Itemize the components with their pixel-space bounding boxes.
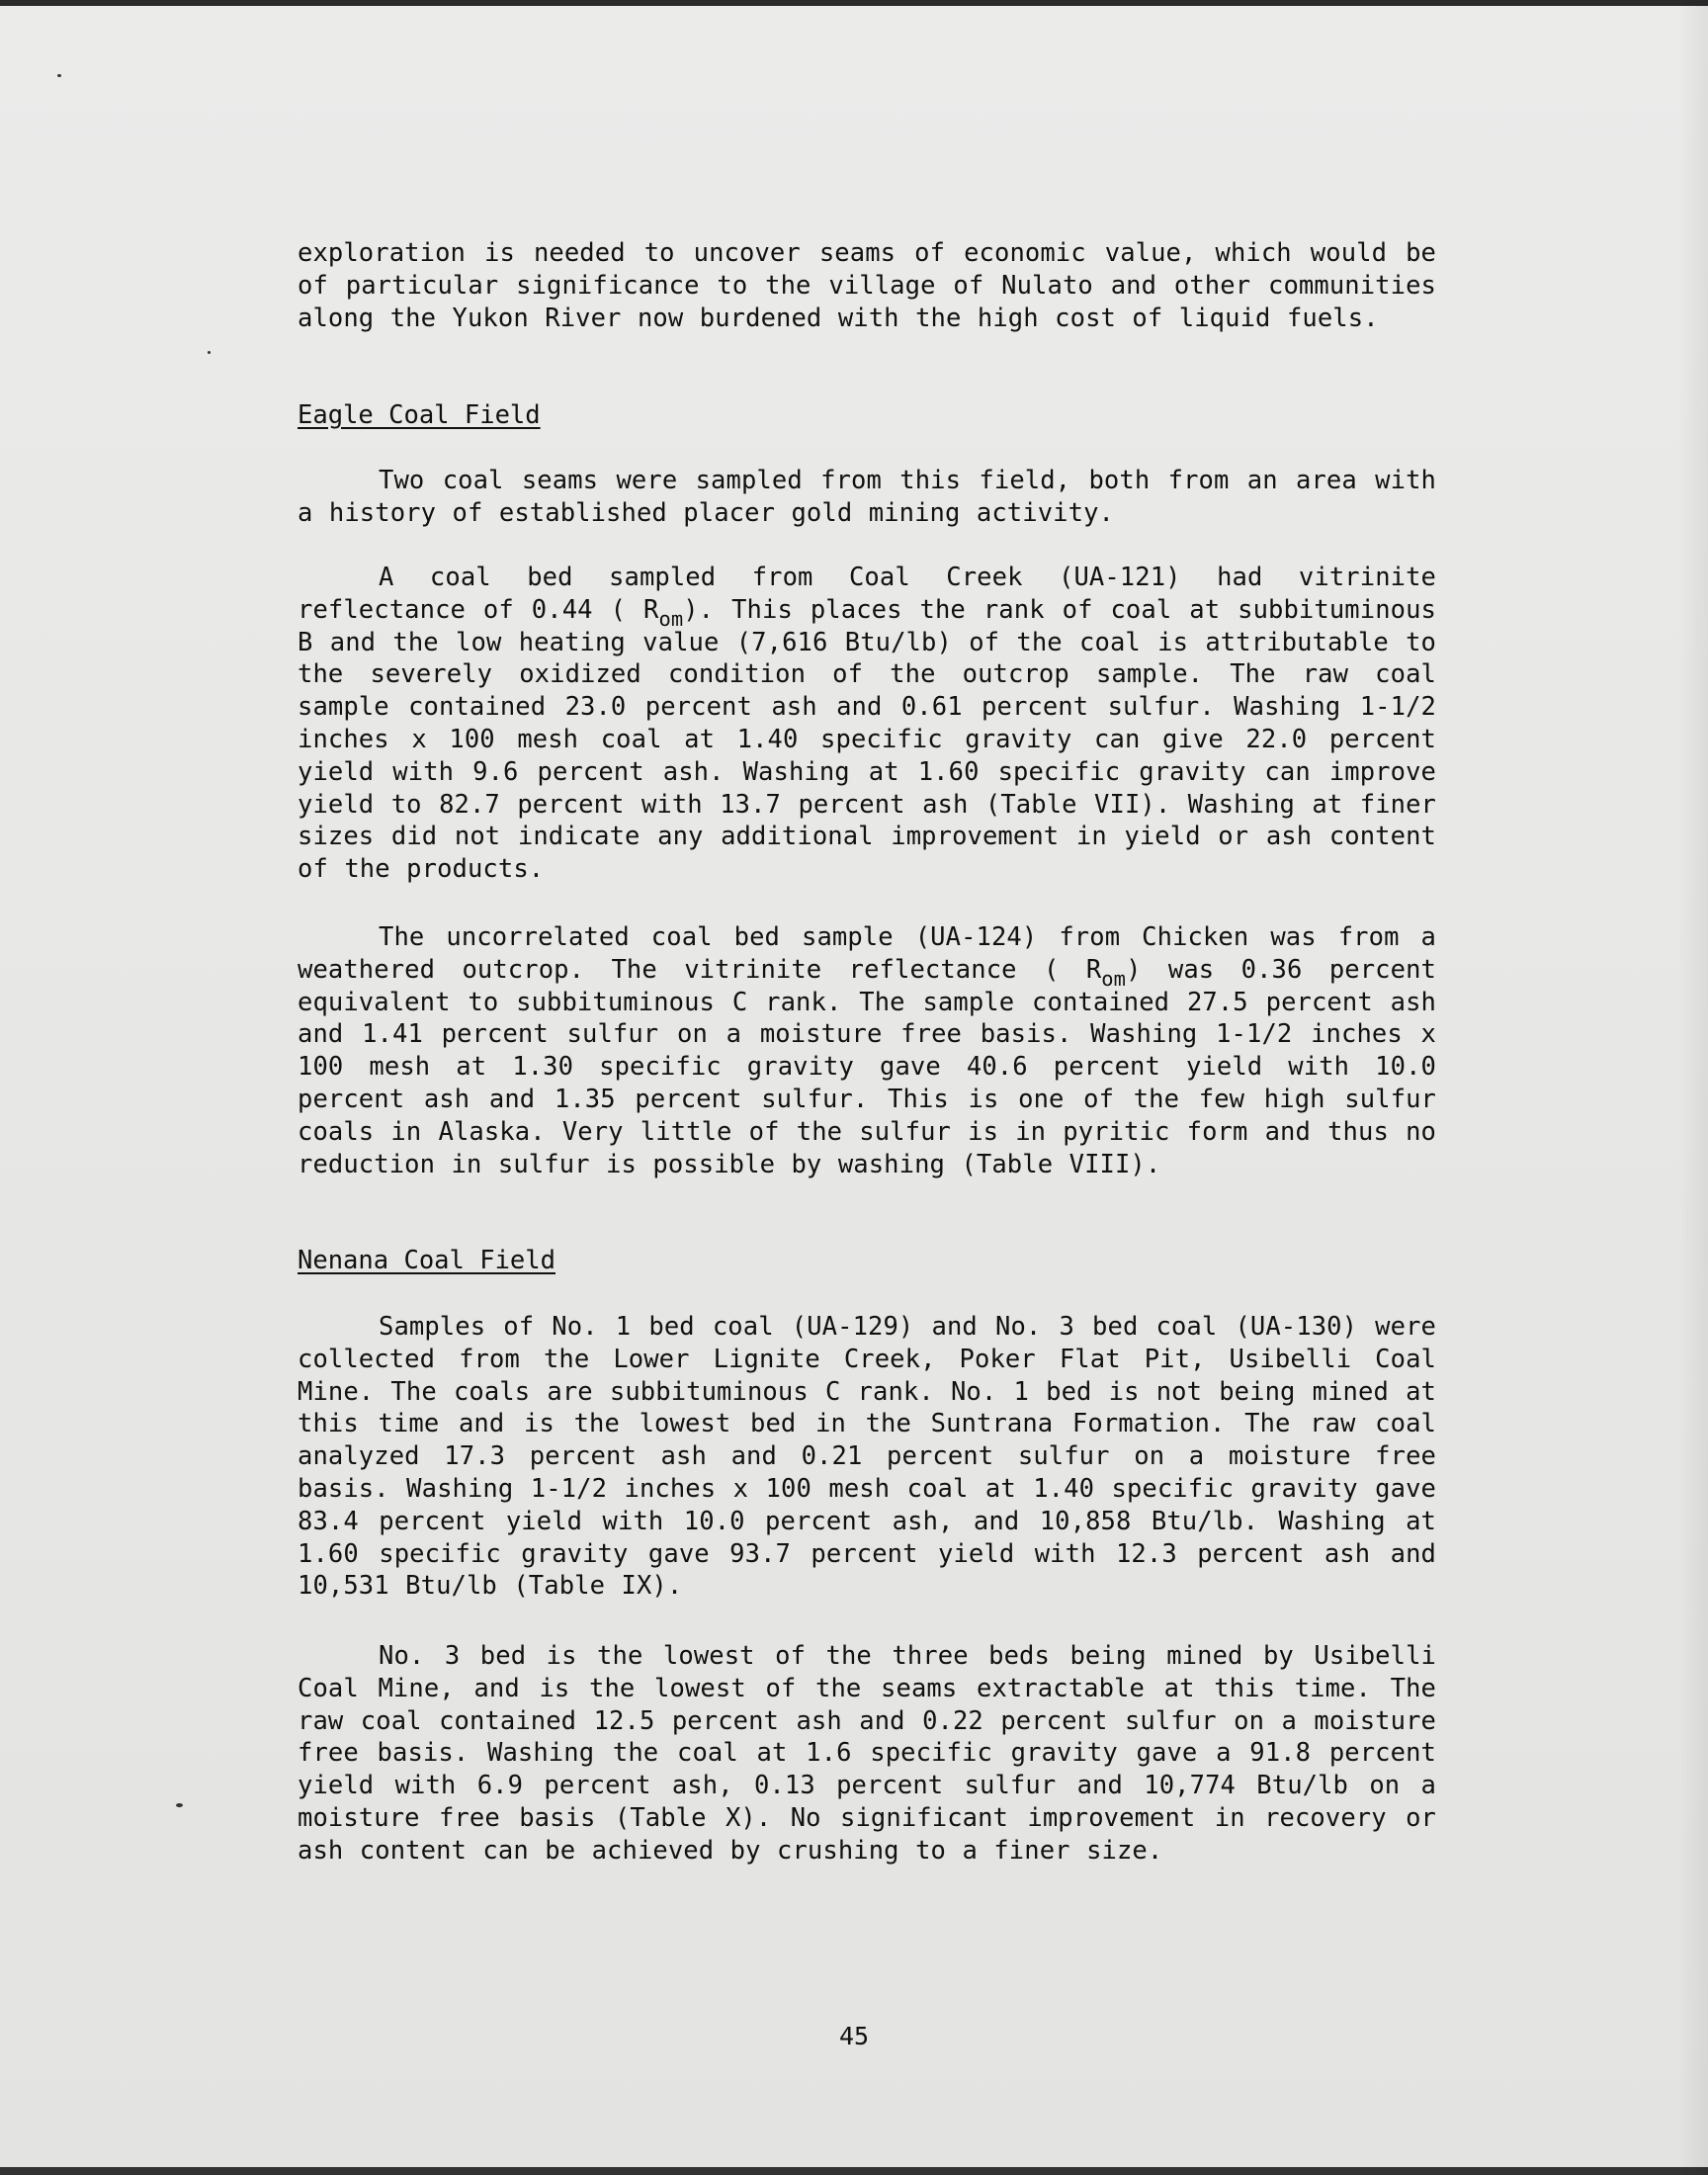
nenana-paragraph-2: No. 3 bed is the lowest of the three beds being mined by Usibelli Coal Mine, and is the lowest of the seams extractable at this time. The raw coal contained 12.5 percent ash and 0.22 percent sulfur on a moisture free basis. Washing the coal at 1.6 specific gravity gave a 91.8 percent yield with 6.9 percent ash, 0.13 percent sulfur and 10,774 Btu/lb on a moisture free basis (Table X). No significant improvement in recovery or ash content can be achieved by crushing to a finer size.	[298, 1641, 1436, 1866]
eagle-p3-text-start: The uncorrelated coal bed sample (UA-124) from Chicken was from a weathered outcrop. The vitrinite reflectance ( R	[298, 922, 1436, 985]
nenana-p1-block	[298, 1311, 1436, 1603]
page-number: 45	[838, 2022, 870, 2050]
reflectance-subscript: om	[658, 606, 684, 631]
scan-speck	[208, 351, 211, 354]
section-heading-nenana: Nenana Coal Field	[298, 1246, 555, 1275]
eagle-p3-text-end: ) was 0.36 percent equivalent to subbituminous C rank. The sample contained 27.5 percent ash and 1.41 percent sulfur on a moisture free basis. Washing 1-1/2 inches x 100 mesh at 1.30 specific gravity gave 40.6 percent yield with 10.0 percent ash and 1.35 percent sulfur. This is one of the few high sulfur coals in Alaska. Very little of the sulfur is in pyritic form and thus no reduction in sulfur is possible by washing (Table VIII).	[298, 954, 1436, 1179]
eagle-heading-block	[298, 399, 1436, 432]
intro-paragraph: exploration is needed to uncover seams of economic value, which would be of particular significance to the village of Nulato and other communities along the Yukon River now burdened with the high cost of liquid fuels.	[298, 238, 1436, 333]
eagle-p2-text-end: ). This places the rank of coal at subbituminous B and the low heating value (7,616 Btu/lb) of the coal is attributable to the severely oxidized condition of the outcrop sample. The raw coal sample contained 23.0 percent ash and 0.61 percent sulfur. Washing 1-1/2 inches x 100 mesh coal at 1.40 specific gravity can give 22.0 percent yield with 9.6 percent ash. Washing at 1.60 specific gravity can improve yield to 82.7 percent with 13.7 percent ash (Table VII). Washing at finer sizes did not indicate any additional improvement in yield or ash content of the products.	[298, 594, 1437, 885]
intro-block	[298, 237, 1436, 334]
page-edge-shadow	[1678, 0, 1708, 2175]
scan-speck	[57, 74, 61, 77]
eagle-p3-block	[298, 921, 1436, 1180]
eagle-paragraph-1: Two coal seams were sampled from this field, both from an area with a history of established placer gold mining activity.	[298, 466, 1436, 528]
section-heading-eagle: Eagle Coal Field	[298, 400, 541, 430]
nenana-p2-block	[298, 1640, 1436, 1868]
eagle-p2-block	[298, 562, 1436, 886]
nenana-paragraph-1: Samples of No. 1 bed coal (UA-129) and No. 3 bed coal (UA-130) were collected from the Lower Lignite Creek, Poker Flat Pit, Usibelli Coal Mine. The coals are subbituminous C rank. No. 1 bed is not being mined at this time and is the lowest bed in the Suntrana Formation. The raw coal analyzed 17.3 percent ash and 0.21 percent sulfur on a moisture free basis. Washing 1-1/2 inches x 100 mesh coal at 1.40 specific gravity gave 83.4 percent yield with 10.0 percent ash, and 10,858 Btu/lb. Washing at 1.60 specific gravity gave 93.7 percent yield with 12.3 percent ash and 10,531 Btu/lb (Table IX).	[298, 1312, 1436, 1602]
reflectance-subscript: om	[1101, 966, 1127, 991]
scan-speck	[176, 1803, 183, 1807]
eagle-p1-block	[298, 465, 1436, 530]
nenana-heading-block	[298, 1245, 1436, 1277]
eagle-paragraph-2	[298, 562, 1436, 886]
eagle-p2-text-start: A coal bed sampled from Coal Creek (UA-121) had vitrinite reflectance of 0.44 ( R	[298, 563, 1436, 625]
eagle-paragraph-3	[298, 921, 1436, 1180]
